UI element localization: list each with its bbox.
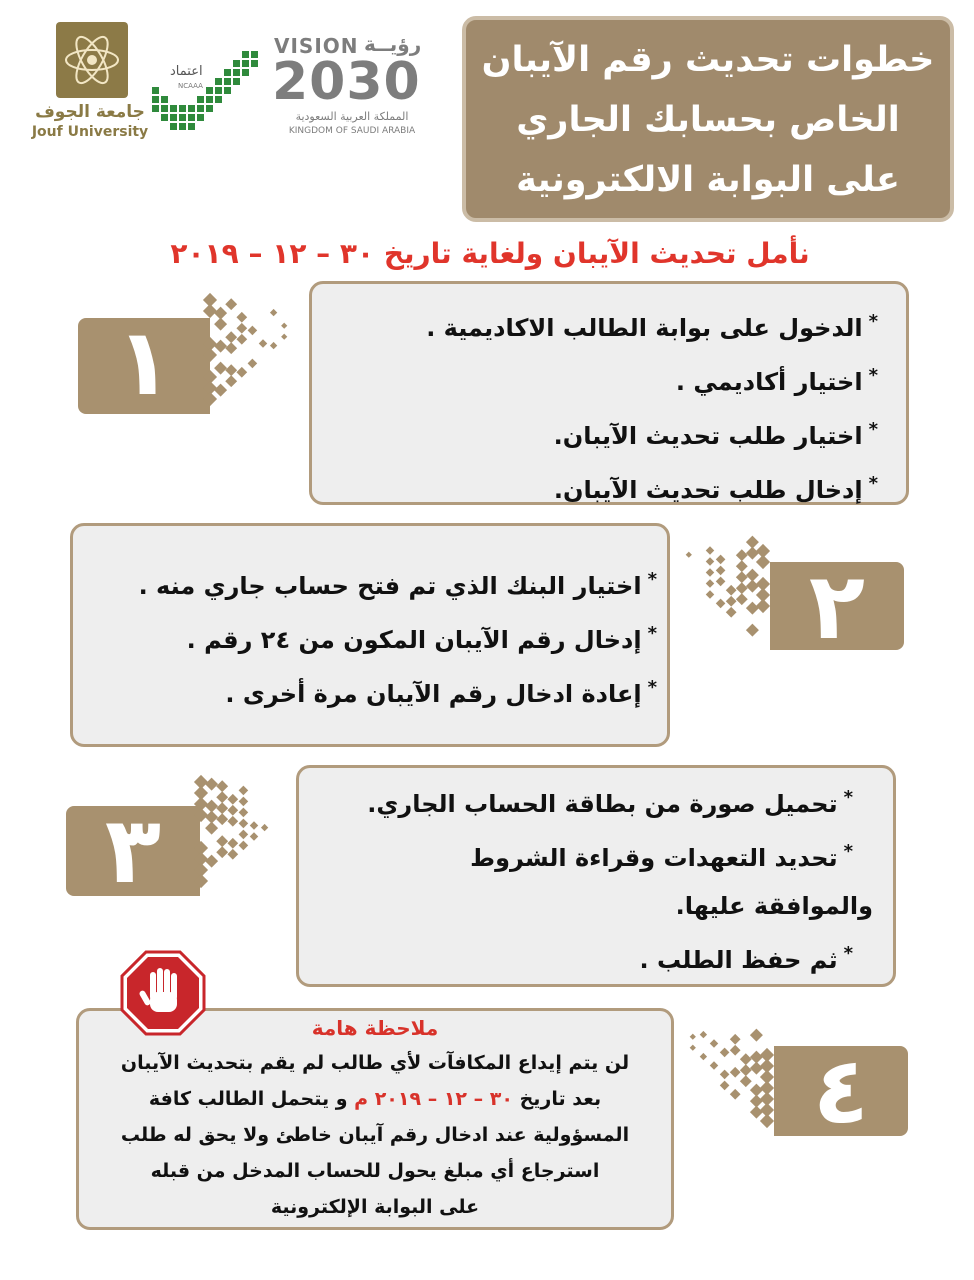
step-1-item: *الدخول على بوابة الطالب الاكاديمية .: [426, 311, 878, 342]
step-2-box: [70, 523, 670, 747]
pixel-square: [239, 841, 249, 851]
pixel-square: [205, 822, 218, 835]
step-1-item: *اختيار أكاديمي .: [675, 365, 878, 396]
step-1-number: ١: [78, 318, 210, 414]
pixel-square: [716, 599, 726, 609]
pixel-square: [270, 342, 277, 349]
step-1-pixel-decoration: [205, 290, 313, 410]
step-3-pixel-decoration: [196, 772, 304, 892]
pixel-square: [236, 367, 247, 378]
pixel-square: [736, 549, 748, 561]
stop-hand-icon: [120, 950, 206, 1036]
pixel-square: [700, 1031, 707, 1038]
pixel-square: [750, 1106, 763, 1119]
pixel-square: [746, 602, 759, 615]
pixel-square: [730, 1067, 741, 1078]
pixel-square: [203, 392, 217, 406]
pixel-square: [730, 1089, 741, 1100]
pixel-square: [214, 318, 227, 331]
title-box: [462, 16, 954, 222]
vision-year: 2030: [272, 52, 421, 112]
pixel-square: [720, 1081, 730, 1091]
step-3-number: ٣: [66, 806, 200, 896]
pixel-square: [227, 816, 238, 827]
pixel-square: [261, 824, 268, 831]
note-title: ملاحظة هامة: [311, 1016, 439, 1040]
pixel-square: [236, 312, 247, 323]
pixel-square: [239, 786, 249, 796]
pixel-square: [710, 1039, 718, 1047]
pixel-square: [736, 560, 748, 572]
pixel-square: [225, 342, 237, 354]
university-name-ar: جامعة الجوف: [35, 102, 145, 122]
pixel-square: [716, 566, 726, 576]
university-logo: [30, 22, 150, 140]
pixel-square: [706, 590, 714, 598]
step-2-item: *إدخال رقم الآيبان المكون من ٢٤ رقم .: [186, 623, 657, 654]
vision-2030-logo: [272, 30, 434, 140]
pixel-square: [746, 547, 759, 560]
pixel-square: [239, 797, 249, 807]
step-1-box: [309, 281, 909, 505]
step-3-item: *ثم حفظ الطلب .: [639, 943, 853, 974]
pixel-square: [690, 1034, 696, 1040]
pixel-square: [760, 1114, 774, 1128]
pixel-square: [250, 832, 258, 840]
pixel-square: [740, 1064, 752, 1076]
step-2-item: *اختيار البنك الذي تم فتح حساب جاري منه .: [138, 569, 657, 600]
pixel-square: [216, 835, 228, 847]
pixel-square: [227, 794, 238, 805]
step-2-pixel-decoration: [668, 530, 776, 650]
pixel-square: [259, 339, 267, 347]
pixel-square: [194, 874, 208, 888]
note-line-1: لن يتم إيداع المكافآت لأي طالب لم يقم بتحديث الآيبان: [120, 1052, 630, 1074]
accreditation-name: اعتماد: [170, 64, 203, 79]
pixel-square: [730, 1034, 741, 1045]
deadline-notice: نأمل تحديث الآيبان ولغاية تاريخ ٣٠ – ١٢ – ٢٠١٩: [170, 237, 810, 270]
pixel-square: [736, 582, 748, 594]
step-4-pixel-decoration: [672, 1012, 780, 1132]
pixel-square: [746, 624, 759, 637]
vision-label-ar: رؤيــة: [364, 32, 422, 56]
pixel-square: [203, 304, 217, 318]
step-3-item: والموافقة عليها.: [675, 892, 873, 920]
pixel-square: [706, 579, 714, 587]
step-3-item: *تحميل صورة من بطاقة الحساب الجاري.: [367, 787, 853, 818]
university-emblem: [56, 22, 128, 98]
pixel-square: [730, 1045, 741, 1056]
pixel-square: [750, 1062, 763, 1075]
accreditation-sub: NCAAA: [178, 82, 203, 90]
pixel-square: [236, 323, 247, 334]
pixel-square: [706, 546, 714, 554]
pixel-square: [225, 375, 237, 387]
pixel-square: [736, 593, 748, 605]
pixel-square: [214, 340, 227, 353]
pixel-square: [239, 830, 249, 840]
pixel-square: [706, 557, 714, 565]
pixel-square: [214, 384, 227, 397]
checkmark-icon: [148, 38, 260, 140]
note-line-2: بعد تاريخ ٣٠ – ١٢ – ٢٠١٩ م و يتحمل الطالب كافة: [148, 1088, 602, 1110]
pixel-square: [216, 791, 228, 803]
pixel-square: [214, 362, 227, 375]
pixel-square: [716, 577, 726, 587]
atom-icon: [56, 22, 128, 98]
important-note-box: [76, 1008, 674, 1230]
pixel-square: [720, 1070, 730, 1080]
pixel-square: [281, 334, 287, 340]
step-1-item: *اختيار طلب تحديث الآيبان.: [553, 419, 878, 450]
title-line-3: على البوابة الالكترونية: [516, 160, 900, 200]
title-line-2: الخاص بحسابك الجاري: [516, 100, 900, 140]
pixel-square: [726, 607, 737, 618]
pixel-square: [216, 846, 228, 858]
pixel-square: [700, 1053, 707, 1060]
pixel-square: [726, 585, 737, 596]
pixel-square: [227, 849, 238, 860]
vision-kingdom-en: KINGDOM OF SAUDI ARABIA: [288, 126, 416, 136]
pixel-square: [248, 359, 258, 369]
pixel-square: [216, 813, 228, 825]
note-line-3: المسؤولية عند ادخال رقم آيبان خاطئ ولا يحق له طلب: [120, 1124, 630, 1146]
title-line-1: خطوات تحديث رقم الآيبان: [481, 40, 935, 80]
pixel-square: [736, 571, 748, 583]
note-line-4: استرجاع أي مبلغ يحول للحساب المدخل من قبله: [150, 1160, 600, 1182]
pixel-square: [205, 778, 218, 791]
pixel-square: [686, 552, 692, 558]
pixel-square: [239, 819, 249, 829]
step-2-number: ٢: [770, 562, 904, 650]
pixel-square: [740, 1053, 752, 1065]
pixel-square: [205, 855, 218, 868]
pixel-square: [248, 326, 258, 336]
pixel-square: [706, 568, 714, 576]
step-4-number: ٤: [774, 1046, 908, 1136]
pixel-square: [216, 780, 228, 792]
pixel-square: [756, 555, 770, 569]
pixel-square: [203, 348, 217, 362]
pixel-square: [250, 821, 258, 829]
pixel-square: [236, 334, 247, 345]
pixel-square: [716, 555, 726, 565]
pixel-square: [225, 364, 237, 376]
pixel-square: [726, 596, 737, 607]
pixel-square: [194, 808, 208, 822]
pixel-square: [720, 1048, 730, 1058]
pixel-square: [270, 309, 277, 316]
note-line-5: على البوابة الإلكترونية: [270, 1196, 480, 1218]
pixel-square: [756, 599, 770, 613]
pixel-square: [740, 1075, 752, 1087]
step-3-box: [296, 765, 896, 987]
pixel-square: [281, 323, 287, 329]
pixel-square: [710, 1061, 718, 1069]
step-1-item: *إدخال طلب تحديث الآيبان.: [553, 473, 878, 504]
vision-kingdom-ar: المملكة العربية السعودية: [295, 110, 409, 123]
pixel-square: [225, 331, 237, 343]
pixel-square: [746, 580, 759, 593]
accreditation-logo: [148, 38, 260, 140]
pixel-square: [216, 802, 228, 814]
vision-label-en: VISION: [274, 34, 359, 58]
pixel-square: [227, 805, 238, 816]
pixel-square: [225, 298, 237, 310]
pixel-square: [227, 838, 238, 849]
note-date: ٣٠ – ١٢ – ٢٠١٩ م: [354, 1088, 513, 1110]
pixel-square: [239, 808, 249, 818]
pixel-square: [750, 1029, 763, 1042]
step-2-item: *إعادة ادخال رقم الآيبان مرة أخرى .: [225, 677, 657, 708]
pixel-square: [690, 1045, 696, 1051]
step-3-item: *تحديد التعهدات وقراءة الشروط: [470, 841, 853, 872]
university-name-en: Jouf University: [31, 124, 149, 140]
